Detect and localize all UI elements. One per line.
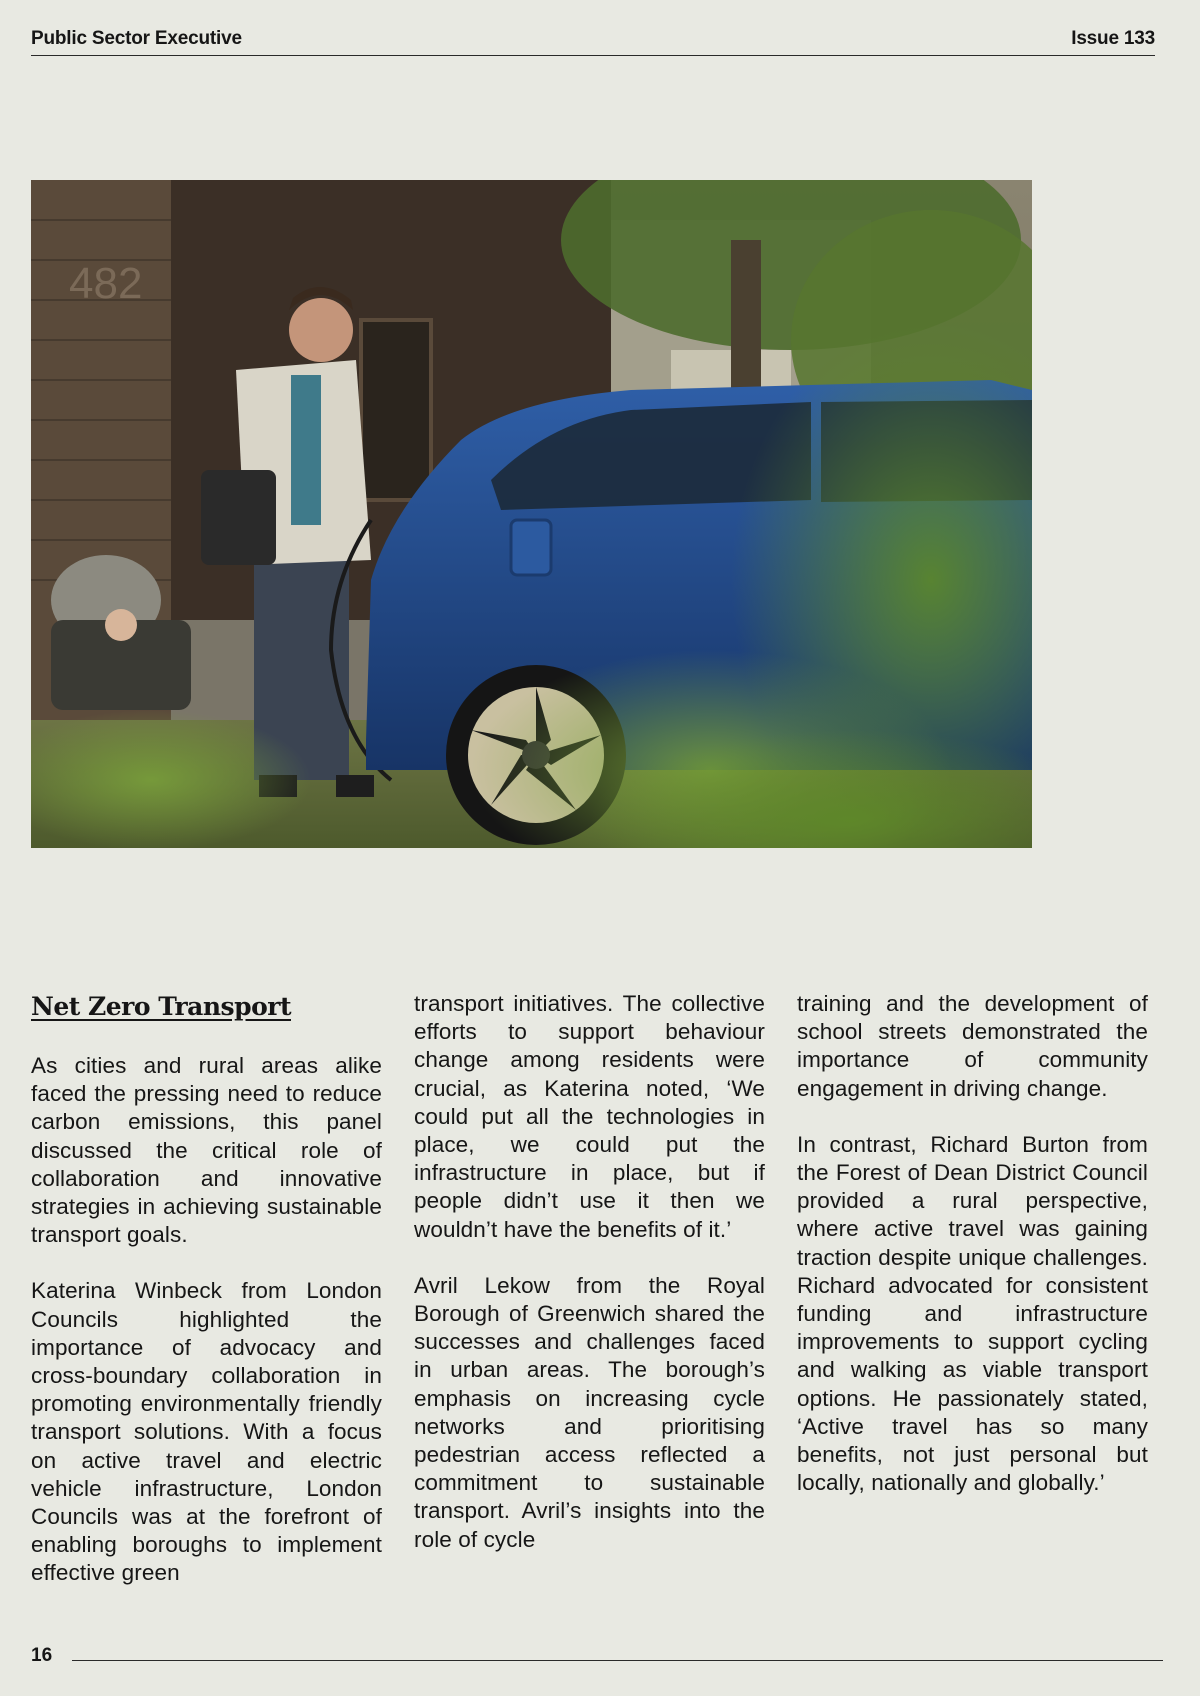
paragraph: Avril Lekow from the Royal Borough of Greenwich shared the successes and challenges faced in urban areas. The borough’s emphasis on increasing cycle networks and prioritising pedestrian access reflected a commitment to sustainable transport. Avril’s insights into the role of cycle [414, 1272, 765, 1552]
article-title: Net Zero Transport [31, 992, 291, 1021]
paragraph: In contrast, Richard Burton from the Forest of Dean District Council provided a rural perspective, where active travel was gaining traction despite unique challenges. Richard advocated for consistent funding and infrastructure improvements to support cycling and walking as viable transport options. He passionately stated, ‘Active travel has so many benefits, not just personal but locally, nationally and globally.’ [797, 1131, 1148, 1496]
paragraph: training and the development of school streets demonstrated the importance of community engagement in driving change. [797, 991, 1148, 1101]
issue-number: Issue 133 [1071, 28, 1155, 49]
paragraph: As cities and rural areas alike faced the pressing need to reduce carbon emissions, this panel discussed the critical role of collaboration and innovative strategies in achieving sustainable transport goals. [31, 1053, 382, 1248]
article-photo [31, 180, 1032, 848]
publication-name: Public Sector Executive [31, 28, 242, 49]
article-body [31, 990, 1149, 1588]
column-2 [414, 990, 765, 1588]
page-footer [31, 1645, 1163, 1667]
page-number: 16 [31, 1645, 53, 1666]
house-number: 482 [69, 259, 143, 308]
column-1 [31, 990, 382, 1588]
footer-rule [72, 1660, 1163, 1661]
page-header [31, 28, 1155, 56]
paragraph: transport initiatives. The collective efforts to support behaviour change among residents were crucial, as Katerina noted, ‘We could put all the technologies in place, we could put the infrastructure in place, but if people didn’t use it then we wouldn’t have the benefits of it.’ [414, 991, 765, 1242]
column-3 [797, 990, 1148, 1588]
paragraph: Katerina Winbeck from London Councils highlighted the importance of advocacy and cross-boundary collaboration in promoting environmentally friendly transport solutions. With a focus on active travel and electric vehicle infrastructure, London Councils was at the forefront of enabling boroughs to implement effective green [31, 1278, 382, 1586]
